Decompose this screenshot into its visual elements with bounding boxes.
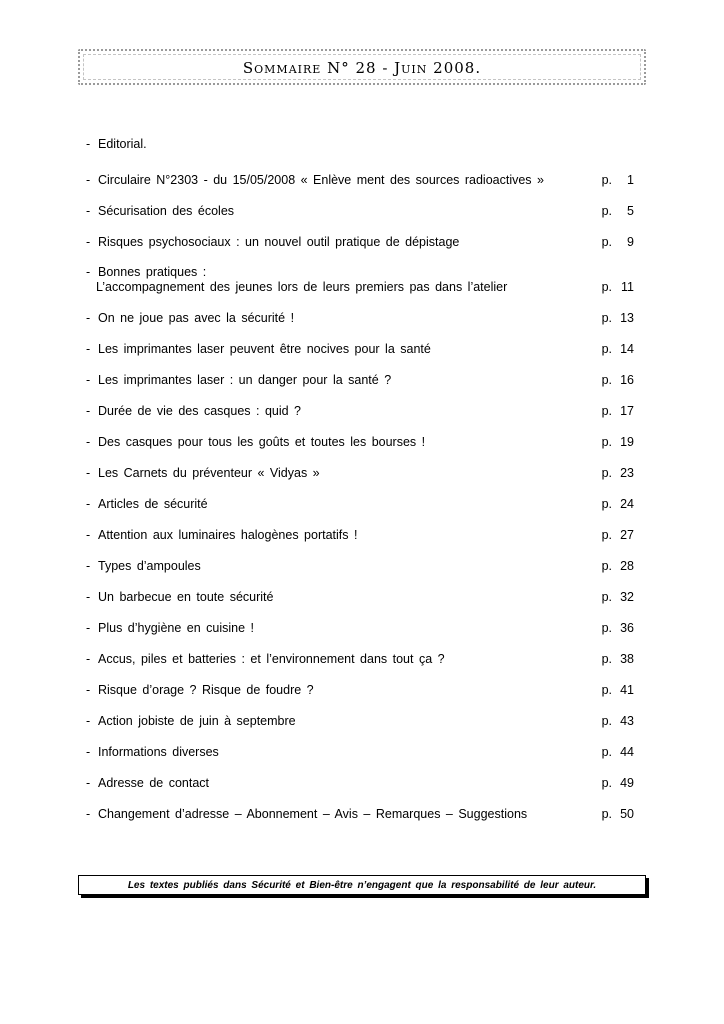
toc-page-number bbox=[602, 621, 634, 636]
toc-entry-title bbox=[98, 621, 593, 636]
disclaimer-box bbox=[78, 875, 646, 895]
toc-entry-title bbox=[98, 235, 593, 250]
toc-entry-line: Les imprimantes laser : un danger pour la santé ? bbox=[98, 373, 392, 387]
toc-page-prefix: p. bbox=[601, 173, 612, 187]
toc-page-prefix: p. bbox=[601, 559, 612, 573]
toc-entry-title bbox=[98, 497, 593, 512]
toc-entry bbox=[86, 342, 646, 357]
toc-page-number bbox=[602, 404, 634, 419]
toc-entry-line: Plus d’hygiène en cuisine ! bbox=[98, 621, 255, 635]
toc-entry bbox=[86, 590, 646, 605]
page-title: Sommaire N° 28 - Juin 2008. bbox=[242, 59, 482, 77]
toc-entry bbox=[86, 745, 646, 760]
toc-entry-title bbox=[98, 683, 593, 698]
toc-entry-line: Des casques pour tous les goûts et toutes les bourses ! bbox=[98, 435, 426, 449]
toc-entry-line: Accus, piles et batteries : et l’environnement dans tout ça ? bbox=[98, 652, 445, 666]
toc-entry-line: Adresse de contact bbox=[98, 776, 210, 790]
disclaimer-text: Les textes publiés dans Sécurité et Bien-être n’engagent que la responsabilité de leur auteur. bbox=[127, 879, 597, 891]
toc-dash: - bbox=[86, 173, 91, 187]
toc-page-prefix: p. bbox=[601, 590, 612, 604]
toc-entry bbox=[86, 559, 646, 574]
toc-page-value: 1 bbox=[627, 173, 634, 187]
toc-page-number bbox=[602, 559, 634, 574]
toc-entry-line: Types d’ampoules bbox=[98, 559, 201, 573]
toc-page-number bbox=[602, 342, 634, 357]
toc-entry-line: Un barbecue en toute sécurité bbox=[98, 590, 274, 604]
toc-entry bbox=[86, 652, 646, 667]
toc-entry-title bbox=[98, 466, 593, 481]
toc-entry-line: Sécurisation des écoles bbox=[98, 204, 235, 218]
toc-page-value: 9 bbox=[627, 235, 634, 249]
toc-page-number bbox=[602, 714, 634, 729]
toc-entry bbox=[86, 404, 646, 419]
toc-entry-line: Les imprimantes laser peuvent être nocives pour la santé bbox=[98, 342, 431, 356]
toc-page-value: 27 bbox=[620, 528, 634, 542]
toc-page-value: 24 bbox=[620, 497, 634, 511]
toc-page-prefix: p. bbox=[601, 466, 612, 480]
toc-page-number bbox=[602, 466, 634, 481]
toc-page-prefix: p. bbox=[601, 528, 612, 542]
toc-dash: - bbox=[86, 807, 91, 821]
toc-entry-title bbox=[98, 807, 593, 822]
toc-page-number bbox=[602, 235, 634, 250]
toc-entry-title bbox=[98, 373, 593, 388]
toc-page-prefix: p. bbox=[601, 807, 612, 821]
toc-page-prefix: p. bbox=[601, 745, 612, 759]
toc-page-value: 16 bbox=[620, 373, 634, 387]
toc-dash: - bbox=[86, 621, 91, 635]
toc-dash: - bbox=[86, 497, 91, 511]
toc-entry bbox=[86, 807, 646, 822]
toc-page-number bbox=[602, 280, 634, 295]
toc-page-prefix: p. bbox=[601, 373, 612, 387]
toc-page-prefix: p. bbox=[601, 714, 612, 728]
toc-page-value: 19 bbox=[620, 435, 634, 449]
toc-entry-title bbox=[98, 590, 593, 605]
toc-entry bbox=[86, 714, 646, 729]
toc-page-prefix: p. bbox=[601, 204, 612, 218]
toc-entry bbox=[86, 311, 646, 326]
toc-entry-title bbox=[98, 342, 593, 357]
toc-entry-title bbox=[98, 404, 593, 419]
toc-page-number bbox=[602, 311, 634, 326]
toc-entry-title bbox=[98, 173, 593, 188]
toc-page-prefix: p. bbox=[601, 497, 612, 511]
toc-entry-line: Risque d’orage ? Risque de foudre ? bbox=[98, 683, 314, 697]
toc-entry-title bbox=[98, 745, 593, 760]
toc-entry bbox=[86, 137, 646, 152]
toc-page-value: 36 bbox=[620, 621, 634, 635]
toc-entry-line: L’accompagnement des jeunes lors de leurs premiers pas dans l’atelier bbox=[96, 280, 508, 294]
toc-entry-title bbox=[98, 311, 593, 326]
toc-entry bbox=[86, 528, 646, 543]
toc-entry bbox=[86, 235, 646, 250]
toc-entry bbox=[86, 497, 646, 512]
toc-page-number bbox=[602, 652, 634, 667]
toc-page-number bbox=[602, 497, 634, 512]
toc-page-number bbox=[602, 204, 634, 219]
toc-dash: - bbox=[86, 590, 91, 604]
toc-page-value: 38 bbox=[620, 652, 634, 666]
toc-entry-line: Articles de sécurité bbox=[98, 497, 208, 511]
toc-page-prefix: p. bbox=[601, 342, 612, 356]
toc-page-prefix: p. bbox=[601, 280, 612, 294]
toc-entry-title bbox=[98, 528, 593, 543]
toc-page-value: 43 bbox=[620, 714, 634, 728]
toc-entry bbox=[86, 683, 646, 698]
toc-entry-title bbox=[98, 776, 593, 791]
toc-page-number bbox=[602, 683, 634, 698]
toc-dash: - bbox=[86, 265, 91, 279]
toc-dash: - bbox=[86, 311, 91, 325]
toc-dash: - bbox=[86, 745, 91, 759]
toc-page-number bbox=[602, 173, 634, 188]
toc-page-value: 13 bbox=[620, 311, 634, 325]
toc-dash: - bbox=[86, 204, 91, 218]
toc-page-prefix: p. bbox=[601, 683, 612, 697]
toc-entry-line: Circulaire N°2303 - du 15/05/2008 « Enlève ment des sources radioactives » bbox=[98, 173, 544, 187]
toc-entry-line: Action jobiste de juin à septembre bbox=[98, 714, 296, 728]
toc-dash: - bbox=[86, 776, 91, 790]
toc-page-number bbox=[602, 528, 634, 543]
toc-dash: - bbox=[86, 342, 91, 356]
toc-page-value: 41 bbox=[620, 683, 634, 697]
toc-entry-line: Les Carnets du préventeur « Vidyas » bbox=[98, 466, 320, 480]
toc-page-value: 23 bbox=[620, 466, 634, 480]
toc-entry bbox=[86, 265, 646, 295]
toc-page-prefix: p. bbox=[601, 776, 612, 790]
toc-dash: - bbox=[86, 137, 91, 151]
toc-entry-title bbox=[98, 435, 593, 450]
toc-entry bbox=[86, 466, 646, 481]
toc-dash: - bbox=[86, 559, 91, 573]
toc-entry-title bbox=[98, 652, 593, 667]
toc-dash: - bbox=[86, 235, 91, 249]
toc-dash: - bbox=[86, 714, 91, 728]
toc-entry bbox=[86, 621, 646, 636]
toc-page-prefix: p. bbox=[601, 621, 612, 635]
toc-entry bbox=[86, 373, 646, 388]
toc-entry-line: On ne joue pas avec la sécurité ! bbox=[98, 311, 295, 325]
toc-dash: - bbox=[86, 435, 91, 449]
toc-page-number bbox=[602, 776, 634, 791]
toc-page-prefix: p. bbox=[601, 311, 612, 325]
toc-entry-line: Risques psychosociaux : un nouvel outil pratique de dépistage bbox=[98, 235, 460, 249]
toc-entry bbox=[86, 435, 646, 450]
toc-page-value: 17 bbox=[620, 404, 634, 418]
toc-entry-title bbox=[98, 559, 593, 574]
toc-page-value: 5 bbox=[627, 204, 634, 218]
toc-page-number bbox=[602, 435, 634, 450]
toc-page-number bbox=[602, 590, 634, 605]
toc-page-value: 14 bbox=[620, 342, 634, 356]
toc-entry bbox=[86, 204, 646, 219]
table-of-contents bbox=[86, 137, 646, 822]
toc-entry-line: Bonnes pratiques : bbox=[98, 265, 207, 279]
toc-entry-line: Informations diverses bbox=[98, 745, 219, 759]
toc-entry-title bbox=[98, 265, 593, 295]
toc-entry-line: Attention aux luminaires halogènes portatifs ! bbox=[98, 528, 358, 542]
toc-page-value: 44 bbox=[620, 745, 634, 759]
toc-entry bbox=[86, 776, 646, 791]
toc-dash: - bbox=[86, 652, 91, 666]
toc-page-prefix: p. bbox=[601, 435, 612, 449]
toc-entry-title bbox=[98, 714, 593, 729]
toc-entry-line: Changement d’adresse – Abonnement – Avis – Remarques – Suggestions bbox=[98, 807, 528, 821]
toc-page-number bbox=[602, 745, 634, 760]
toc-page-prefix: p. bbox=[601, 235, 612, 249]
toc-page-number bbox=[602, 373, 634, 388]
toc-page-value: 11 bbox=[621, 280, 634, 294]
toc-page-value: 28 bbox=[620, 559, 634, 573]
toc-page-prefix: p. bbox=[601, 652, 612, 666]
toc-entry-title bbox=[98, 204, 593, 219]
toc-page-number bbox=[602, 807, 634, 822]
toc-dash: - bbox=[86, 528, 91, 542]
title-box bbox=[78, 49, 646, 85]
toc-entry-title bbox=[98, 137, 593, 152]
toc-entry-line: Durée de vie des casques : quid ? bbox=[98, 404, 302, 418]
toc-dash: - bbox=[86, 373, 91, 387]
toc-page-value: 32 bbox=[620, 590, 634, 604]
toc-entry bbox=[86, 173, 646, 188]
toc-page-value: 50 bbox=[620, 807, 634, 821]
toc-dash: - bbox=[86, 404, 91, 418]
toc-dash: - bbox=[86, 466, 91, 480]
toc-page-value: 49 bbox=[620, 776, 634, 790]
toc-dash: - bbox=[86, 683, 91, 697]
toc-entry-line: Editorial. bbox=[98, 137, 147, 151]
toc-page-prefix: p. bbox=[601, 404, 612, 418]
